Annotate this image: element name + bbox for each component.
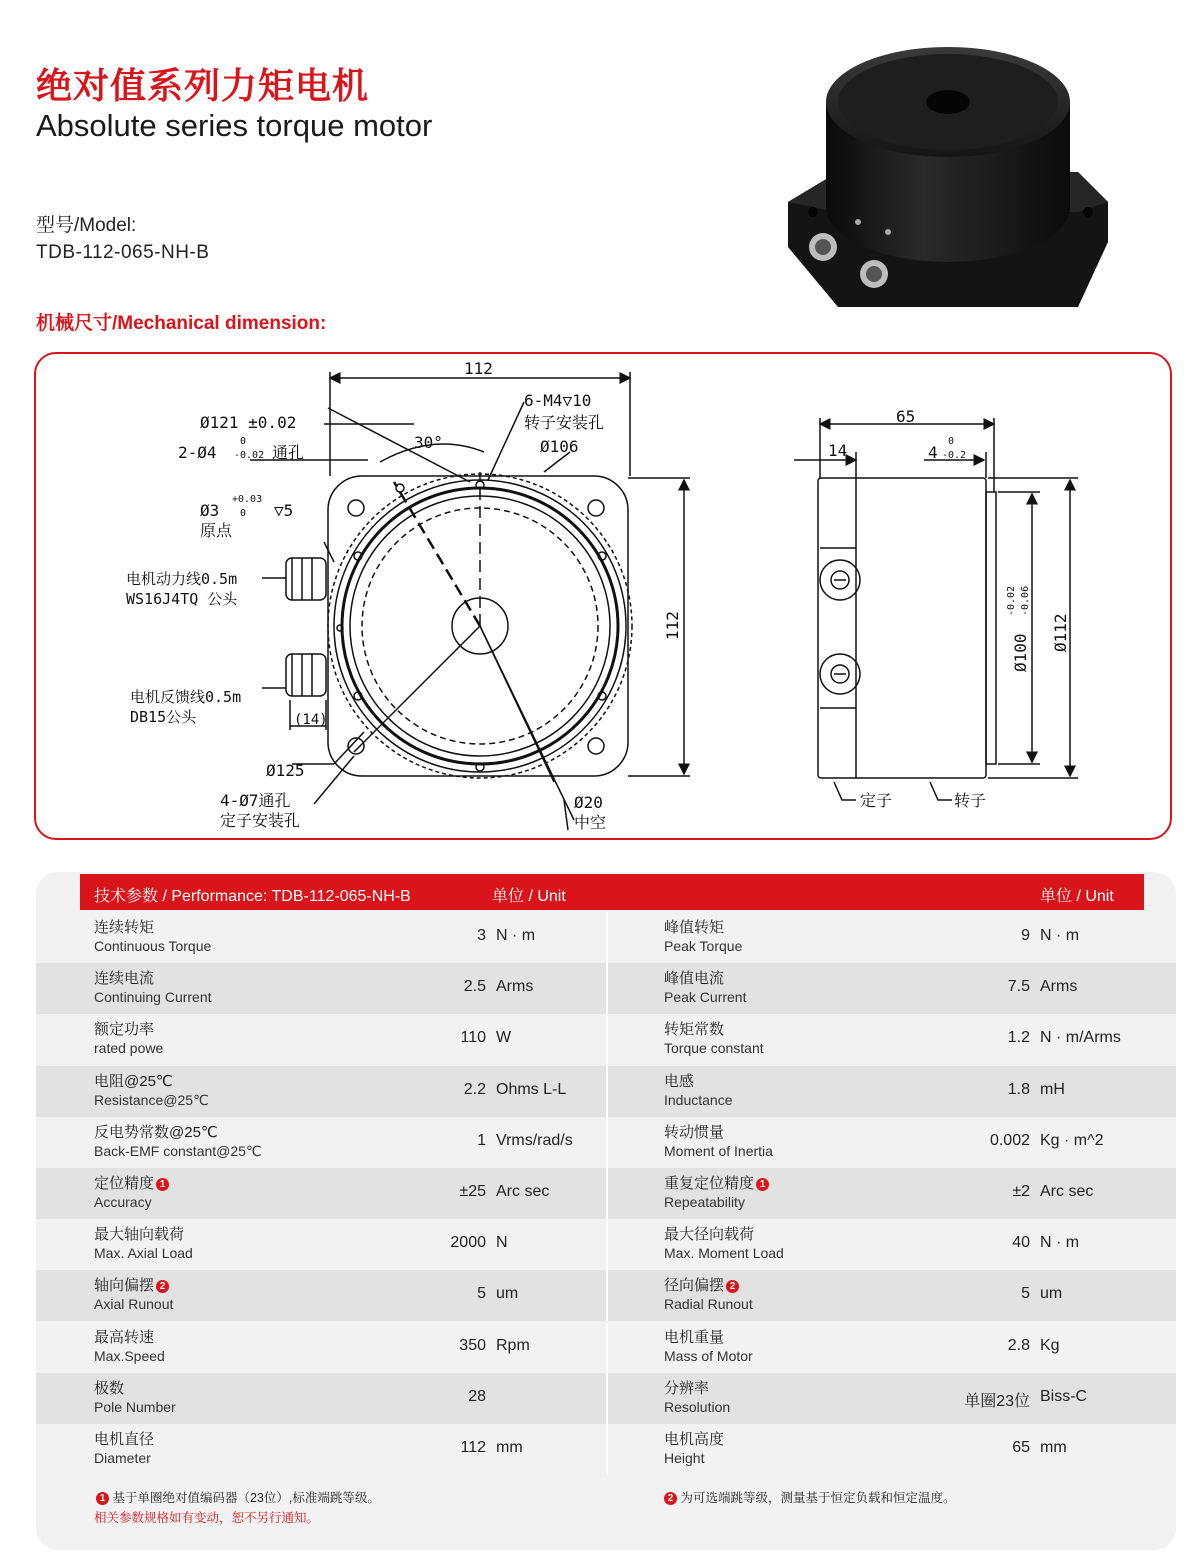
side-dim-4-tol-top: 0: [948, 436, 955, 447]
dim-d3-depth: ▽5: [274, 501, 294, 520]
table-row: [36, 1168, 1176, 1219]
param-value: ±2: [1012, 1183, 1030, 1200]
param-unit: mH: [1040, 1080, 1065, 1098]
dim-112-right: 112: [663, 611, 682, 640]
table-row: [36, 1066, 1176, 1117]
param-name-cn: 转矩常数: [664, 1021, 725, 1039]
param-unit: Rpm: [496, 1336, 530, 1354]
param-value: 1.2: [1007, 1029, 1030, 1047]
param-unit: N · m: [1040, 1234, 1080, 1252]
table-row: [36, 1424, 1176, 1475]
param-value: 112: [460, 1439, 486, 1456]
param-name-cn: 额定功率: [94, 1021, 155, 1039]
rotor-label: 转子: [954, 791, 987, 810]
param-value: 0.002: [989, 1131, 1030, 1149]
dim-2-d4-tol-bot: -0.02: [234, 450, 265, 461]
feedback-line-label: 电机反馈线0.5m: [130, 688, 242, 706]
param-name-en: Max. Moment Load: [664, 1245, 784, 1262]
rotor-mount-label: 转子安装孔: [524, 413, 605, 432]
side-dim-4: 4: [928, 443, 938, 462]
column-divider: [606, 1066, 608, 1117]
column-divider: [606, 1117, 608, 1168]
param-name-en: Continuing Current: [94, 989, 212, 1006]
param-name-en: Torque constant: [664, 1040, 764, 1057]
dim-d20: Ø20: [574, 793, 603, 812]
table-row: [36, 963, 1176, 1014]
param-unit: Arc sec: [1040, 1183, 1094, 1200]
side-dim-d112: Ø112: [1051, 613, 1070, 652]
param-name-en: Resistance@25℃: [94, 1091, 209, 1108]
table-row: [36, 1219, 1176, 1270]
through-hole-label: 通孔: [272, 443, 305, 462]
param-name-cn: 最高转速: [94, 1328, 155, 1346]
dim-d3-tol-top: +0.03: [232, 494, 263, 505]
param-name-en: Accuracy: [94, 1194, 152, 1210]
side-dim-14: 14: [828, 441, 848, 460]
footnote-badge: 1: [756, 1178, 769, 1191]
column-divider: [606, 1373, 608, 1424]
param-name-cn: 反电势常数@25℃: [94, 1123, 218, 1141]
param-name-en: Back-EMF constant@25℃: [94, 1142, 262, 1159]
side-dim-d100-tol-bot: -0.06: [1020, 585, 1031, 616]
dim-4-d7: 4-Ø7通孔: [220, 791, 291, 810]
param-unit: N · m: [1040, 927, 1080, 944]
param-name-cn: 分辨率: [664, 1379, 710, 1397]
param-value: 7.5: [1007, 978, 1030, 996]
param-name-en: rated powe: [94, 1040, 164, 1057]
param-unit: N: [496, 1234, 508, 1252]
dim-m4: 6-M4▽10: [524, 391, 592, 410]
param-unit: mm: [1040, 1439, 1067, 1456]
param-value: 5: [1021, 1285, 1030, 1303]
param-value: 3: [477, 927, 486, 944]
param-unit: Ohms L-L: [496, 1080, 567, 1098]
param-value: 1.8: [1007, 1080, 1030, 1098]
param-value: 1: [477, 1131, 486, 1149]
feedback-connector-label: DB15公头: [130, 708, 197, 726]
param-value: 350: [459, 1336, 486, 1354]
param-name-en: Mass of Motor: [664, 1347, 753, 1364]
param-name-cn: 电机高度: [664, 1431, 725, 1448]
unit-header-left: 单位 / Unit: [492, 888, 566, 905]
param-name-en: Inductance: [664, 1091, 733, 1108]
param-name-cn: 转动惯量: [664, 1123, 725, 1141]
dim-14-paren: (14): [294, 712, 328, 728]
performance-header: [80, 874, 1144, 910]
param-name-en: Radial Runout: [664, 1296, 753, 1313]
table-row: [36, 912, 1176, 963]
param-value: 单圈23位: [964, 1392, 1030, 1410]
param-name-cn: 轴向偏摆 2: [94, 1274, 169, 1295]
param-name-en: Continuous Torque: [94, 938, 212, 954]
param-name-cn: 径向偏摆 2: [664, 1274, 739, 1295]
column-divider: [606, 1322, 608, 1373]
param-unit: Biss-C: [1040, 1387, 1088, 1405]
mechanical-drawing: [34, 352, 1172, 840]
param-name-cn: 电机重量: [664, 1328, 725, 1346]
note-1b: 相关参数规格如有变动，恕不另行通知。: [94, 1511, 320, 1525]
param-value: 5: [477, 1285, 486, 1303]
dim-112-top: 112: [464, 359, 493, 378]
param-unit: Kg · m^2: [1040, 1131, 1104, 1149]
column-divider: [606, 1219, 608, 1270]
param-name-en: Moment of Inertia: [664, 1142, 773, 1159]
param-value: 65: [1012, 1439, 1030, 1456]
model-value: TDB-112-065-NH-B: [36, 242, 210, 263]
side-dim-d100-tol-top: -0.02: [1006, 585, 1017, 616]
param-unit: Arms: [1040, 978, 1078, 996]
param-name-en: Pole Number: [94, 1398, 176, 1415]
param-name-en: Axial Runout: [94, 1296, 174, 1313]
param-name-en: Resolution: [664, 1398, 731, 1415]
param-value: 28: [468, 1387, 486, 1405]
model-label: 型号/Model:: [36, 215, 137, 236]
table-row: [36, 1322, 1176, 1373]
param-name-cn: 电阻@25℃: [94, 1072, 173, 1090]
param-name-en: Height: [664, 1450, 705, 1466]
table-row: [36, 1373, 1176, 1424]
param-value: 40: [1012, 1234, 1030, 1252]
param-name-cn: 定位精度 1: [94, 1172, 169, 1193]
origin-label: 原点: [200, 521, 233, 540]
param-name-cn: 重复定位精度 1: [664, 1172, 769, 1193]
page-title-cn: 绝对值系列力矩电机: [36, 65, 370, 106]
performance-title: 技术参数 / Performance: TDB-112-065-NH-B: [94, 888, 411, 905]
dim-d125: Ø125: [266, 761, 305, 780]
param-unit: N · m/Arms: [1040, 1029, 1121, 1047]
param-unit: N · m: [496, 927, 536, 944]
dim-2-d4: 2-Ø4: [178, 443, 217, 462]
param-value: 9: [1021, 927, 1030, 944]
param-value: ±25: [459, 1183, 486, 1200]
stator-label: 定子: [860, 791, 893, 810]
param-unit: Arms: [496, 978, 534, 996]
param-name-en: Diameter: [94, 1450, 151, 1466]
unit-header-right: 单位 / Unit: [1040, 888, 1114, 905]
hollow-label: 中空: [574, 813, 607, 832]
footnote-badge: 1: [156, 1178, 169, 1191]
param-name-cn: 峰值转矩: [664, 919, 725, 936]
table-row: [36, 1117, 1176, 1168]
param-name-en: Peak Current: [664, 989, 747, 1006]
mechanical-heading: 机械尺寸/Mechanical dimension:: [36, 313, 327, 334]
dim-d3: Ø3: [200, 501, 220, 520]
motor-photo: [778, 32, 1118, 322]
note-1: 1 基于单圈绝对值编码器（23位）,标准端跳等级。: [94, 1488, 380, 1506]
param-name-en: Max.Speed: [94, 1347, 165, 1364]
footnote-badge: 2: [156, 1280, 169, 1293]
column-divider: [606, 963, 608, 1014]
param-unit: Arc sec: [496, 1183, 550, 1200]
dim-2-d4-tol-top: 0: [240, 436, 247, 447]
param-name-cn: 极数: [94, 1379, 125, 1397]
column-divider: [606, 1424, 608, 1475]
column-divider: [606, 1014, 608, 1065]
column-divider: [606, 1168, 608, 1219]
dim-d3-tol-bot: 0: [240, 508, 247, 519]
dim-d121: Ø121 ±0.02: [200, 413, 297, 432]
param-unit: Vrms/rad/s: [496, 1131, 573, 1149]
column-divider: [606, 912, 608, 963]
param-name-cn: 峰值电流: [664, 970, 725, 988]
param-name-cn: 连续转矩: [94, 919, 155, 936]
param-unit: um: [496, 1285, 519, 1303]
param-unit: um: [1040, 1285, 1063, 1303]
param-unit: W: [496, 1029, 512, 1047]
param-name-cn: 电机直径: [94, 1431, 155, 1448]
param-name-en: Repeatability: [664, 1194, 745, 1210]
param-name-en: Max. Axial Load: [94, 1245, 193, 1262]
param-name-cn: 最大径向载荷: [664, 1226, 755, 1244]
param-name-cn: 最大轴向载荷: [94, 1226, 185, 1244]
column-divider: [606, 1270, 608, 1321]
param-unit: Kg: [1040, 1336, 1060, 1354]
side-dim-4-tol-bot: -0.2: [942, 450, 967, 461]
param-name-cn: 电感: [664, 1072, 695, 1090]
param-value: 2.8: [1007, 1336, 1030, 1354]
param-value: 110: [460, 1029, 486, 1047]
table-row: [36, 1270, 1176, 1321]
param-value: 2000: [450, 1234, 486, 1252]
power-line-label: 电机动力线0.5m: [126, 570, 238, 588]
param-unit: mm: [496, 1439, 523, 1456]
side-dim-d100: Ø100: [1011, 633, 1030, 672]
angle-30: 30°: [414, 433, 443, 452]
note-2: 2 为可选端跳等级，测量基于恒定负载和恒定温度。: [662, 1488, 956, 1506]
dim-d106: Ø106: [540, 437, 579, 456]
param-name-en: Peak Torque: [664, 938, 743, 954]
param-value: 2.5: [463, 978, 486, 996]
table-row: [36, 1014, 1176, 1065]
param-value: 2.2: [463, 1080, 486, 1098]
param-name-cn: 连续电流: [94, 970, 155, 988]
footnote-badge: 2: [726, 1280, 739, 1293]
page-title-en: Absolute series torque motor: [36, 108, 433, 143]
stator-mount-label: 定子安装孔: [220, 811, 301, 830]
side-dim-65: 65: [896, 407, 916, 426]
power-connector-label: WS16J4TQ 公头: [126, 590, 238, 608]
